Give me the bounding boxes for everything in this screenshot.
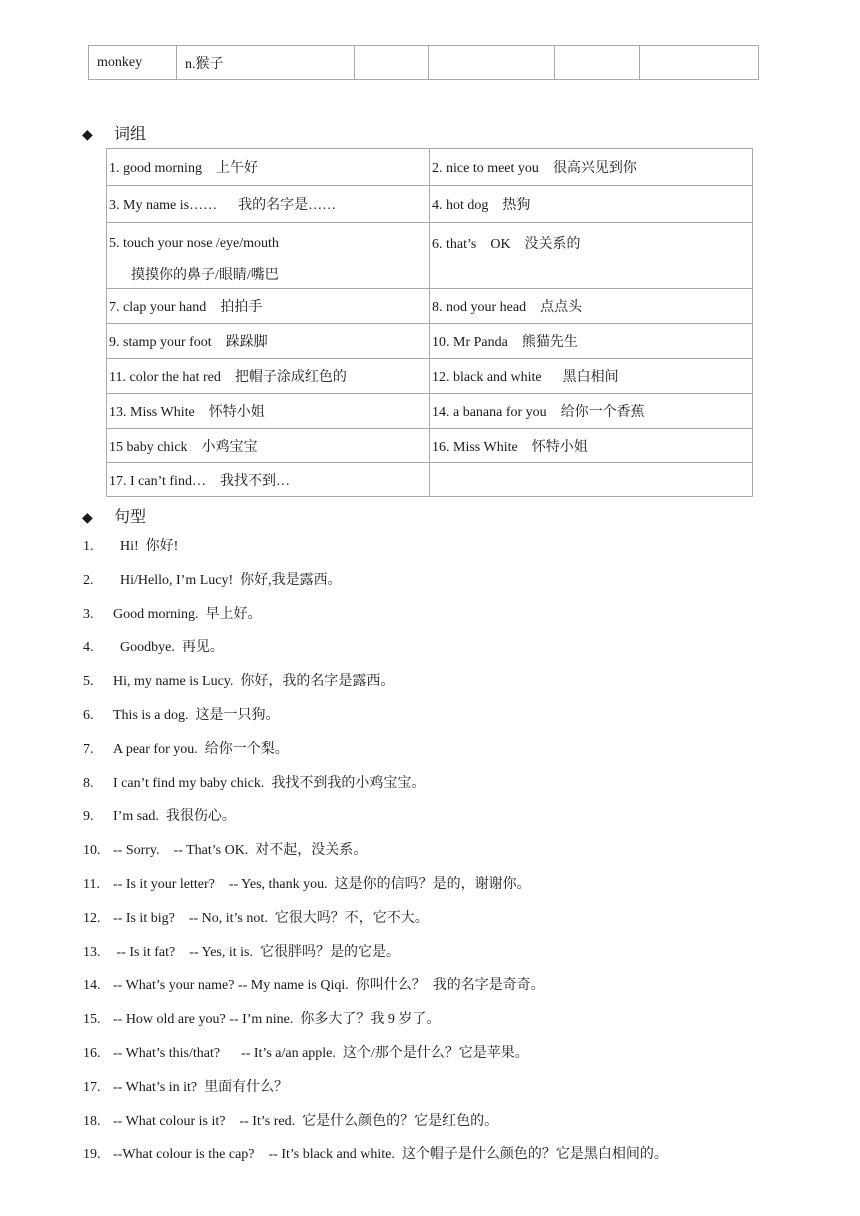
vocab-empty-cell bbox=[355, 46, 429, 80]
sentence-text: -- Is it your letter? -- Yes, thank you. 这是你的信吗？是的，谢谢你。 bbox=[113, 876, 531, 892]
sentence-text: Hi, my name is Lucy. 你好，我的名字是露西。 bbox=[113, 674, 395, 690]
list-item bbox=[83, 605, 843, 639]
list-item bbox=[83, 740, 843, 774]
list-item bbox=[83, 875, 843, 909]
list-item bbox=[83, 774, 843, 808]
sentence-text: I’m sad. 我很伤心。 bbox=[113, 809, 236, 825]
list-item bbox=[83, 571, 843, 605]
sentence-text: Hi! 你好! bbox=[113, 539, 179, 554]
sentence-text: --What colour is the cap? -- It’s black and white. 这个帽子是什么颜色的？它是黑白相间的。 bbox=[113, 1147, 668, 1163]
sentence-number: 19. bbox=[83, 1147, 101, 1163]
sentence-number: 8. bbox=[83, 775, 94, 791]
sentences-heading bbox=[82, 504, 146, 527]
list-item bbox=[83, 1112, 843, 1146]
phrase-cell: 17. I can’t find… 我找不到… bbox=[107, 463, 430, 497]
sentence-text: -- What’s in it? 里面有什么？ bbox=[113, 1079, 289, 1095]
phrase-cell bbox=[430, 463, 753, 497]
phrase-cell: 14. a banana for you 给你一个香蕉 bbox=[430, 394, 753, 429]
sentence-number: 1. bbox=[83, 539, 94, 554]
phrase-cell: 9. stamp your foot 跺跺脚 bbox=[107, 324, 430, 359]
phrase-cell: 15 baby chick 小鸡宝宝 bbox=[107, 429, 430, 463]
table-row bbox=[107, 149, 753, 186]
phrase-cell: 10. Mr Panda 熊猫先生 bbox=[430, 324, 753, 359]
sentence-list bbox=[83, 537, 843, 1179]
phrase-cell: 16. Miss White 怀特小姐 bbox=[430, 429, 753, 463]
phrase-cell: 2. nice to meet you 很高兴见到你 bbox=[430, 149, 753, 186]
sentence-text: Good morning. 早上好。 bbox=[113, 606, 262, 622]
table-row bbox=[107, 394, 753, 429]
list-item bbox=[83, 638, 843, 672]
phrase-cell: 6. that’s OK 没关系的 bbox=[430, 223, 753, 289]
vocab-empty-cell bbox=[640, 46, 759, 80]
sentences-title: 句型 bbox=[114, 507, 147, 526]
sentence-number: 2. bbox=[83, 572, 94, 588]
sentence-text: A pear for you. 给你一个梨。 bbox=[113, 741, 289, 757]
phrase-cell: 4. hot dog 热狗 bbox=[430, 186, 753, 223]
table-row bbox=[89, 46, 759, 80]
sentence-number: 16. bbox=[83, 1045, 101, 1061]
table-row bbox=[107, 429, 753, 463]
table-row bbox=[107, 324, 753, 359]
phrase-cell: 12. black and white 黑白相间 bbox=[430, 359, 753, 394]
phrase-cell: 7. clap your hand 拍拍手 bbox=[107, 289, 430, 324]
sentence-number: 10. bbox=[83, 843, 101, 859]
sentence-text: Hi/Hello, I’m Lucy! 你好,我是露西。 bbox=[113, 572, 342, 588]
table-row bbox=[107, 359, 753, 394]
vocab-meaning: n.猴子 bbox=[177, 46, 355, 80]
sentence-number: 4. bbox=[83, 640, 94, 656]
phrases-heading bbox=[82, 121, 146, 144]
sentence-number: 15. bbox=[83, 1012, 101, 1028]
table-row bbox=[107, 186, 753, 223]
list-item bbox=[83, 1145, 843, 1179]
list-item bbox=[83, 1044, 843, 1078]
diamond-bullet-icon: ◆ bbox=[82, 127, 93, 143]
sentence-text: -- What’s this/that? -- It’s a/an apple. 这个/那个是什么？它是苹果。 bbox=[113, 1045, 529, 1061]
list-item bbox=[83, 943, 843, 977]
sentence-number: 9. bbox=[83, 809, 94, 825]
sentence-number: 5. bbox=[83, 674, 94, 690]
vocab-table bbox=[88, 45, 759, 80]
sentence-number: 7. bbox=[83, 741, 94, 757]
phrase-cell: 8. nod your head 点点头 bbox=[430, 289, 753, 324]
list-item bbox=[83, 537, 843, 571]
table-row bbox=[107, 289, 753, 324]
sentence-number: 3. bbox=[83, 606, 94, 622]
sentence-text: -- What colour is it? -- It’s red. 它是什么颜色的？它是红色的。 bbox=[113, 1113, 499, 1129]
phrase-cell: 11. color the hat red 把帽子涂成红色的 bbox=[107, 359, 430, 394]
sentence-text: I can’t find my baby chick. 我找不到我的小鸡宝宝。 bbox=[113, 775, 426, 791]
sentence-text: -- Is it fat? -- Yes, it is. 它很胖吗？是的它是。 bbox=[113, 944, 400, 960]
phrase-table bbox=[106, 148, 753, 497]
sentence-number: 6. bbox=[83, 707, 94, 723]
list-item bbox=[83, 841, 843, 875]
sentence-number: 18. bbox=[83, 1113, 101, 1129]
sentence-text: -- Sorry. -- That’s OK. 对不起，没关系。 bbox=[113, 843, 368, 859]
phrases-title: 词组 bbox=[114, 124, 147, 143]
sentence-text: -- Is it big? -- No, it’s not. 它很大吗？不，它不大。 bbox=[113, 910, 429, 926]
table-row bbox=[107, 463, 753, 497]
vocab-empty-cell bbox=[555, 46, 640, 80]
sentence-number: 12. bbox=[83, 910, 101, 926]
list-item bbox=[83, 1010, 843, 1044]
phrase-cell: 13. Miss White 怀特小姐 bbox=[107, 394, 430, 429]
sentence-number: 14. bbox=[83, 978, 101, 994]
phrase-cell: 5. touch your nose /eye/mouth 摸摸你的鼻子/眼睛/嘴巴 bbox=[107, 223, 430, 289]
sentence-text: This is a dog. 这是一只狗。 bbox=[113, 707, 280, 723]
sentence-text: -- What’s your name? -- My name is Qiqi. 你叫什么？ 我的名字是奇奇。 bbox=[113, 978, 545, 994]
sentence-number: 13. bbox=[83, 944, 101, 960]
vocab-word: monkey bbox=[89, 46, 177, 80]
list-item bbox=[83, 672, 843, 706]
list-item bbox=[83, 909, 843, 943]
list-item bbox=[83, 706, 843, 740]
diamond-bullet-icon: ◆ bbox=[82, 510, 93, 526]
list-item bbox=[83, 1078, 843, 1112]
sentence-number: 17. bbox=[83, 1079, 101, 1095]
list-item bbox=[83, 807, 843, 841]
sentence-text: -- How old are you? -- I’m nine. 你多大了？我 9 岁了。 bbox=[113, 1012, 441, 1028]
sentence-number: 11. bbox=[83, 876, 100, 892]
phrase-cell: 1. good morning 上午好 bbox=[107, 149, 430, 186]
sentence-text: Goodbye. 再见。 bbox=[113, 640, 224, 656]
list-item bbox=[83, 976, 843, 1010]
vocab-empty-cell bbox=[429, 46, 555, 80]
table-row bbox=[107, 223, 753, 289]
phrase-cell: 3. My name is…… 我的名字是…… bbox=[107, 186, 430, 223]
